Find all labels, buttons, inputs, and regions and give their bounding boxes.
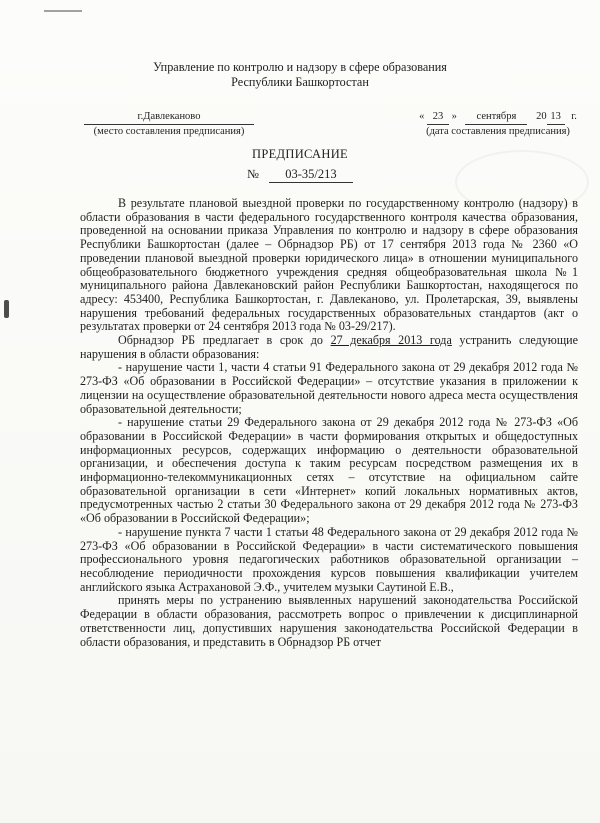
date-row [414, 110, 582, 125]
date-close-quote: » [451, 111, 457, 122]
document-body [80, 197, 578, 649]
date-open-quote: « [419, 111, 425, 122]
violation-item-2: - нарушение статьи 29 Федерального закона от 29 декабря 2012 года № 273-ФЗ «Об образовании в Российской Федерации» в части формирования открытых и общедоступных информационных ресурсов, содержащих информацию о деятельности образовательной организации, и обеспечения доступа к таким ресурсам посредством размещения их в информационно-телекоммуникационных сетях – отсутствие на официальном сайте образовательной организации в сети «Интернет» копий локальных нормативных актов, предусмотренных частью 2 статьи 30 Федерального закона от 29 декабря 2012 года № 273-ФЗ «Об образовании в Российской Федерации»; [80, 415, 578, 526]
scan-artifact-top [44, 10, 82, 12]
paragraph-demand [80, 334, 578, 361]
date-block [414, 110, 582, 139]
paragraph-findings: В результате плановой выездной проверки по государственному контролю (надзору) в области образования в части федерального государственного контроля качества образования, проведенной на основании приказа Управления по контролю и надзору в сфере образования Республики Башкортостан (далее – Обрнадзор РБ) от 17 сентября 2013 года № 2360 «О проведении плановой выездной проверки юридического лица» в отношении муниципального общеобразовательного бюджетного учреждения средняя общеобразовательная школа №1 муниципального района Давлекановский район Республики Башкортостан, находящегося по адресу: 453400, Республика Башкортостан, г. Давлеканово, ул. Пролетарская, 39, выявлены нарушения требований федеральных государственных образовательных стандартов (акт о результатах проверки от 24 сентября 2013 года № 03-29/217). [80, 196, 578, 334]
document-title: ПРЕДПИСАНИЕ [252, 147, 348, 161]
date-year-prefix: 20 [536, 111, 547, 122]
place-value: г.Давлеканово [84, 110, 254, 125]
date-month: сентября [465, 110, 527, 125]
violation-item-1: - нарушение части 1, части 4 статьи 91 Федерального закона от 29 декабря 2012 года № 273-ФЗ «Об образовании в Российской Федерации» – отсутствие указания в приложении к лицензии на осуществление образовательной деятельности нового адреса места осуществления образовательной деятельности; [80, 360, 578, 416]
document-number [0, 167, 600, 183]
date-year-suffix: 13 [547, 110, 565, 125]
date-day: 23 [427, 110, 449, 125]
violation-item-3: - нарушение пункта 7 части 1 статьи 48 Федерального закона от 29 декабря 2012 года № 273-ФЗ «Об образовании в Российской Федерации» в части систематического повышения профессионального уровня педагогических работников образовательной организации – несоблюдение периодичности прохождения курсов повышения квалификации учителем английского языка Астрахановой Э.Ф., учителем музыки Саутиной Е.В., [80, 524, 578, 594]
number-value: 03-35/213 [269, 167, 353, 183]
authority-line-1: Управление по контролю и надзору в сфере образования [153, 60, 447, 74]
demand-text-after: устранить следующие нарушения в области образования: [80, 333, 578, 361]
issuing-authority [0, 60, 600, 90]
scan-artifact-left [4, 300, 9, 318]
date-caption: (дата составления предписания) [426, 126, 570, 137]
place-caption: (место составления предписания) [93, 126, 245, 137]
deadline-date: 27 декабря 2013 года [330, 333, 452, 348]
paragraph-actions: принять меры по устранению выявленных нарушений законодательства Российской Федерации в области образования, рассмотреть вопрос о привлечении к дисциплинарной ответственности лиц, допустивших нарушения законодательства Российской Федерации в области образования, и представить в Обрнадзор РБ отчет [80, 593, 578, 649]
authority-line-2: Республики Башкортостан [231, 75, 369, 89]
number-sign: № [247, 167, 259, 181]
demand-text-before: Обрнадзор РБ предлагает в срок до [118, 333, 331, 348]
date-year-unit: г. [571, 111, 577, 122]
place-block [84, 110, 254, 139]
